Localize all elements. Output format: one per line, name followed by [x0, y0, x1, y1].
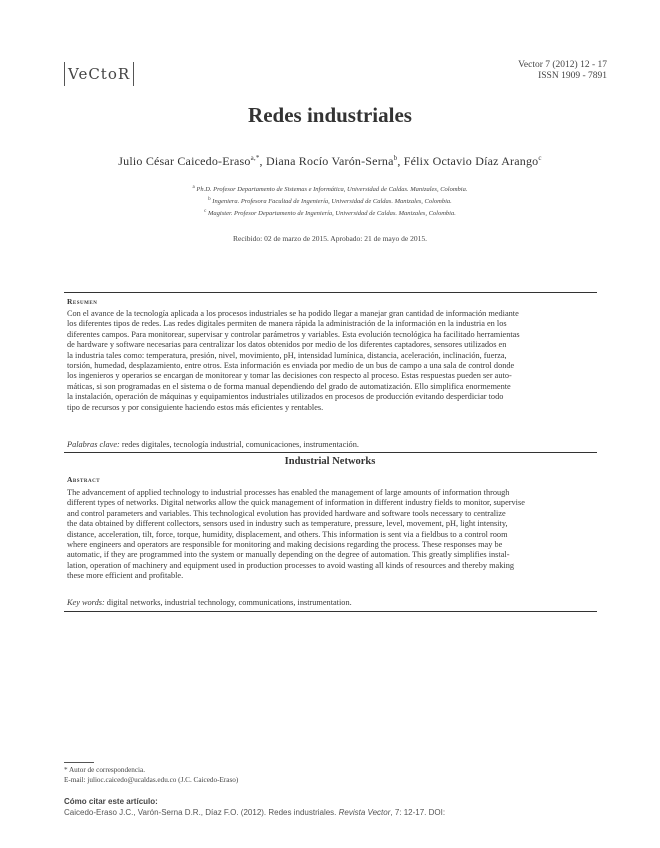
author-name: Félix Octavio Díaz Arango: [403, 154, 539, 168]
text-line: máticas, si son programadas en el sistema o de forma manual dependiendo del grado de automatización. Ello simplifica enormemente: [67, 381, 511, 391]
author-sup: c: [538, 154, 542, 162]
text-line: where engineers and operators are responsible for monitoring and making decisions regarding the process. These responses may be: [67, 540, 503, 550]
keywords-text: redes digitales, tecnología industrial, comunicaciones, instrumentación.: [119, 440, 359, 449]
affiliation: $^a$ Ph.D. Profesor Departamento de Sistemas e Informática, Universidad de Caldas. Manizales, Colombia.: [192, 185, 468, 194]
author-name: Julio César Caicedo-Eraso: [118, 154, 251, 168]
journal-logo: [64, 62, 134, 86]
text-line: distance, acceleration, tilt, force, torque, humidity, displacement, and others. This information is sent via a fieldbus to a control room: [67, 529, 508, 539]
text-line: lation, operation of machinery and equipment used in production processes to avoid wasting all kinds of resources and thereby making: [67, 560, 514, 570]
text-line: torsión, humedad, desplazamiento, entre otros. Esta información es enviada por medio de un bus de campo a una sala de control donde: [67, 361, 515, 371]
citation-line: Vector 7 (2012) 12 - 17: [518, 60, 607, 70]
footnote-email: E-mail: julioc.caicedo@ucaldas.edu.co (J.C. Caicedo-Eraso): [64, 775, 239, 784]
divider: [64, 452, 597, 453]
text-line: and control parameters and variables. This technological evolution has provided hardware and software tools necessary to centralize: [67, 508, 506, 518]
text-line: los ingenieros y operarios se encargan de monitorear y tomar las decisiones con respecto al proceso. Estas respuestas pueden ser auto-: [67, 371, 512, 381]
keywords-label: Key words:: [67, 598, 105, 607]
footnotes: [64, 766, 238, 785]
logo-text: VeCtoR: [68, 65, 131, 83]
affiliation: $^c$ Magister. Profesor Departamento de Ingeniería, Universidad de Caldas. Manizales, Colombia.: [204, 209, 456, 218]
cite-label: Cómo citar este artículo:: [64, 797, 158, 806]
logo-bar-right: [133, 62, 134, 86]
text-line: The advancement of applied technology to industrial processes has enabled the management of large amounts of information through: [67, 488, 510, 497]
text-line: de hardware y software necesarias para centralizar los datos obtenidos por medio de los diferentes captadores, sensores utilizados en: [67, 340, 507, 350]
text-line: la instalación, operación de máquinas y equipamientos industriales utilizados en procesos de producción evitando desperdiciar todo: [67, 392, 504, 402]
affiliation: $^b$ Ingeniera. Profesora Facultad de Ingeniería, Universidad de Caldas. Manizales, Colombia.: [208, 197, 452, 206]
abstract-body: [67, 488, 594, 582]
article-title: Redes industriales: [248, 103, 412, 127]
resumen-heading: Resumen: [67, 297, 98, 306]
resumen-body: [67, 309, 594, 413]
text-line: la industria tales como: temperatura, presión, nivel, movimiento, pH, intensidad lumínica, distancia, aceleración, inclinación, fuerza,: [67, 350, 507, 360]
cite-text: Caicedo-Eraso J.C., Varón-Serna D.R., Díaz F.O. (2012). Redes industriales. Revista Vector, 7: 12-17. DOI:: [64, 808, 446, 817]
keywords-label: Palabras clave:: [67, 440, 120, 449]
footnote-corresponding: * Autor de correspondencia.: [64, 766, 146, 774]
english-title: Industrial Networks: [284, 456, 376, 467]
author-list: Julio César Caicedo-Eraso$^{a,*}$, Diana Rocío Varón-Serna$^b$, Félix Octavio Díaz Arango$^c$: [118, 154, 542, 168]
divider: [64, 611, 597, 612]
text-line: these more efficient and profitable.: [67, 571, 184, 581]
abstract-keywords: [67, 598, 352, 607]
issn: ISSN 1909 - 7891: [538, 71, 607, 81]
author-sup: a,*: [250, 154, 260, 162]
received-dates: Recibido: 02 de marzo de 2015. Aprobado: 21 de mayo de 2015.: [233, 234, 427, 243]
text-line: different types of networks. Digital networks allow the quick management of information in different industry fields to monitor, supervise: [67, 498, 525, 508]
keywords-text: digital networks, industrial technology, communications, instrumentation.: [104, 598, 352, 607]
how-to-cite: [64, 796, 445, 818]
author-sup: b: [393, 154, 398, 162]
abstract-heading: Abstract: [67, 475, 101, 484]
resumen-keywords: [67, 440, 359, 449]
text-line: the data obtained by different collectors, sensors used in industry such as temperature, pressure, level, movement, pH, light intensity,: [67, 519, 508, 529]
text-line: automatic, if they are programmed into the system or manually depending on the degree of automation. This greatly simplifies instal-: [67, 550, 510, 560]
text-line: Con el avance de la tecnología aplicada a los procesos industriales se ha podido llegar a manejar gran cantidad de información mediante: [67, 309, 519, 318]
text-line: los diferentes tipos de redes. Las redes digitales permiten de manera rápida la administración de la información en la industria en los: [67, 319, 507, 329]
text-line: tipo de recursos y por consiguiente haciendo estos más eficientes y rentables.: [67, 402, 324, 412]
author-name: Diana Rocío Varón-Serna: [265, 154, 394, 168]
divider: [64, 292, 597, 293]
journal-header: [518, 60, 607, 82]
affiliations: [0, 183, 660, 219]
text-line: diferentes campos. Para monitorear, supervisar y controlar parámetros y variables. Esta evolución tecnológica ha facilitado herramientas: [67, 329, 520, 339]
footnote-rule: [64, 762, 94, 763]
